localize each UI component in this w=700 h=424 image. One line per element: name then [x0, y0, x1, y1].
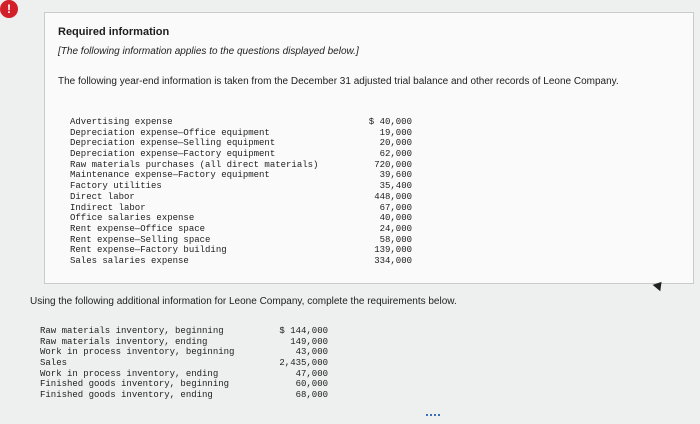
table-row: Factory utilities 35,400 — [70, 181, 412, 192]
table-row: Depreciation expense—Office equipment 19,000 — [70, 127, 412, 138]
table-row: Rent expense—Selling space 58,000 — [70, 234, 412, 245]
table-row: Maintenance expense—Factory equipment 39,600 — [70, 170, 412, 181]
table-row: Advertising expense $ 40,000 — [70, 117, 412, 127]
intro-text: The following year-end information is taken from the December 31 adjusted trial balance and other records of Leone Company. — [58, 76, 619, 87]
table-row: Office salaries expense 40,000 — [70, 213, 412, 224]
table-row: Depreciation expense—Factory equipment 62,000 — [70, 149, 412, 160]
table-row: Work in process inventory, beginning 43,000 — [40, 347, 328, 358]
table-row: Work in process inventory, ending 47,000 — [40, 368, 328, 379]
table-row: Finished goods inventory, beginning 60,000 — [40, 379, 328, 390]
trial-balance-table — [70, 117, 412, 267]
table-row: Direct labor 448,000 — [70, 191, 412, 202]
table-row: Raw materials purchases (all direct materials) 720,000 — [70, 159, 412, 170]
table-row: Sales salaries expense 334,000 — [70, 255, 412, 266]
table-row: Rent expense—Factory building 139,000 — [70, 245, 412, 256]
table-row: Depreciation expense—Selling equipment 20,000 — [70, 138, 412, 149]
more-options-icon[interactable] — [426, 414, 440, 420]
table-row: Finished goods inventory, ending 68,000 — [40, 390, 328, 401]
additional-info-table — [40, 326, 328, 401]
section-subtitle: [The following information applies to the questions displayed below.] — [58, 46, 359, 57]
section-title: Required information — [58, 26, 170, 38]
table-row: Sales 2,435,000 — [40, 358, 328, 369]
additional-intro-text: Using the following additional information for Leone Company, complete the requirements below. — [30, 296, 457, 307]
table-row: Rent expense—Office space 24,000 — [70, 223, 412, 234]
alert-icon: ! — [0, 0, 18, 18]
table-row: Raw materials inventory, beginning $ 144,000 — [40, 326, 328, 336]
table-row: Raw materials inventory, ending 149,000 — [40, 336, 328, 347]
table-row: Indirect labor 67,000 — [70, 202, 412, 213]
